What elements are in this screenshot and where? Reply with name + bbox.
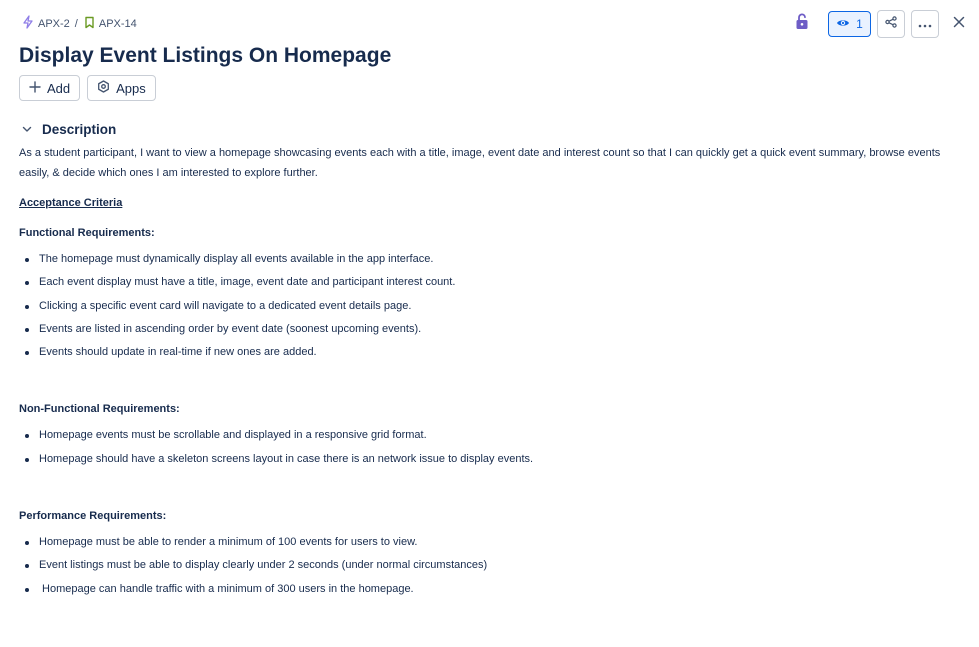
chevron-down-icon	[22, 120, 32, 138]
more-actions-button[interactable]	[911, 10, 939, 38]
share-icon	[885, 15, 897, 33]
issue-toolbar	[788, 10, 973, 38]
add-button-label: Add	[47, 80, 71, 96]
non-functional-requirements-list	[19, 424, 964, 471]
section-heading: Functional Requirements:	[19, 227, 155, 239]
breadcrumb-current-link[interactable]	[84, 16, 137, 32]
share-button[interactable]	[877, 10, 905, 38]
apps-icon	[97, 80, 110, 96]
watch-button[interactable]	[828, 11, 871, 37]
description-body[interactable]	[19, 143, 964, 601]
description-toggle[interactable]	[22, 120, 116, 138]
list-item: Clicking a specific event card will navigate to a dedicated event details page.	[19, 295, 964, 318]
issue-actions	[19, 75, 156, 101]
acceptance-criteria-heading: Acceptance Criteria	[19, 197, 123, 209]
list-item: The homepage must dynamically display all events available in the app interface.	[19, 248, 964, 271]
lightning-icon	[22, 15, 34, 32]
list-item: Event listings must be able to display clearly under 2 seconds (under normal circumstances)	[19, 554, 964, 577]
breadcrumb-parent-link[interactable]	[22, 15, 70, 32]
breadcrumb-parent-label: APX-2	[38, 17, 70, 30]
apps-button[interactable]	[87, 75, 156, 101]
close-icon	[953, 15, 965, 33]
non-functional-requirements-section	[19, 400, 964, 471]
list-item: Homepage events must be scrollable and displayed in a responsive grid format.	[19, 424, 964, 447]
functional-requirements-list	[19, 248, 964, 364]
description-heading: Description	[42, 121, 117, 137]
list-item: Homepage can handle traffic with a minimum of 300 users in the homepage.	[19, 578, 964, 601]
section-heading: Non-Functional Requirements:	[19, 403, 180, 416]
section-heading: Performance Requirements:	[19, 510, 167, 523]
watch-count: 1	[856, 17, 863, 31]
breadcrumb	[22, 15, 137, 32]
eye-icon	[836, 17, 850, 31]
description-intro: As a student participant, I want to view a homepage showcasing events each with a title, image, event date and interest count so that I can quickly get a quick event summary, browse events easily, & decide which ones I am interested to explore further.	[19, 147, 941, 179]
list-item: Homepage should have a skeleton screens layout in case there is an network issue to display events.	[19, 448, 964, 471]
list-item: Each event display must have a title, image, event date and participant interest count.	[19, 271, 964, 294]
breadcrumb-separator: /	[74, 17, 78, 30]
breadcrumb-current-label: APX-14	[98, 17, 137, 30]
close-button[interactable]	[945, 10, 973, 38]
performance-requirements-section	[19, 507, 964, 601]
list-item: Events should update in real-time if new ones are added.	[19, 341, 964, 364]
restrictions-button[interactable]	[788, 10, 816, 38]
apps-button-label: Apps	[116, 80, 146, 96]
bookmark-icon	[84, 16, 95, 32]
plus-icon	[29, 81, 41, 96]
add-button[interactable]	[19, 75, 80, 101]
performance-requirements-list	[19, 531, 964, 601]
unlock-icon	[795, 13, 809, 35]
functional-requirements-section	[19, 224, 964, 364]
list-item: Homepage must be able to render a minimum of 100 events for users to view.	[19, 531, 964, 554]
issue-title[interactable]: Display Event Listings On Homepage	[19, 44, 392, 67]
more-horizontal-icon	[918, 15, 932, 33]
list-item: Events are listed in ascending order by event date (soonest upcoming events).	[19, 318, 964, 341]
